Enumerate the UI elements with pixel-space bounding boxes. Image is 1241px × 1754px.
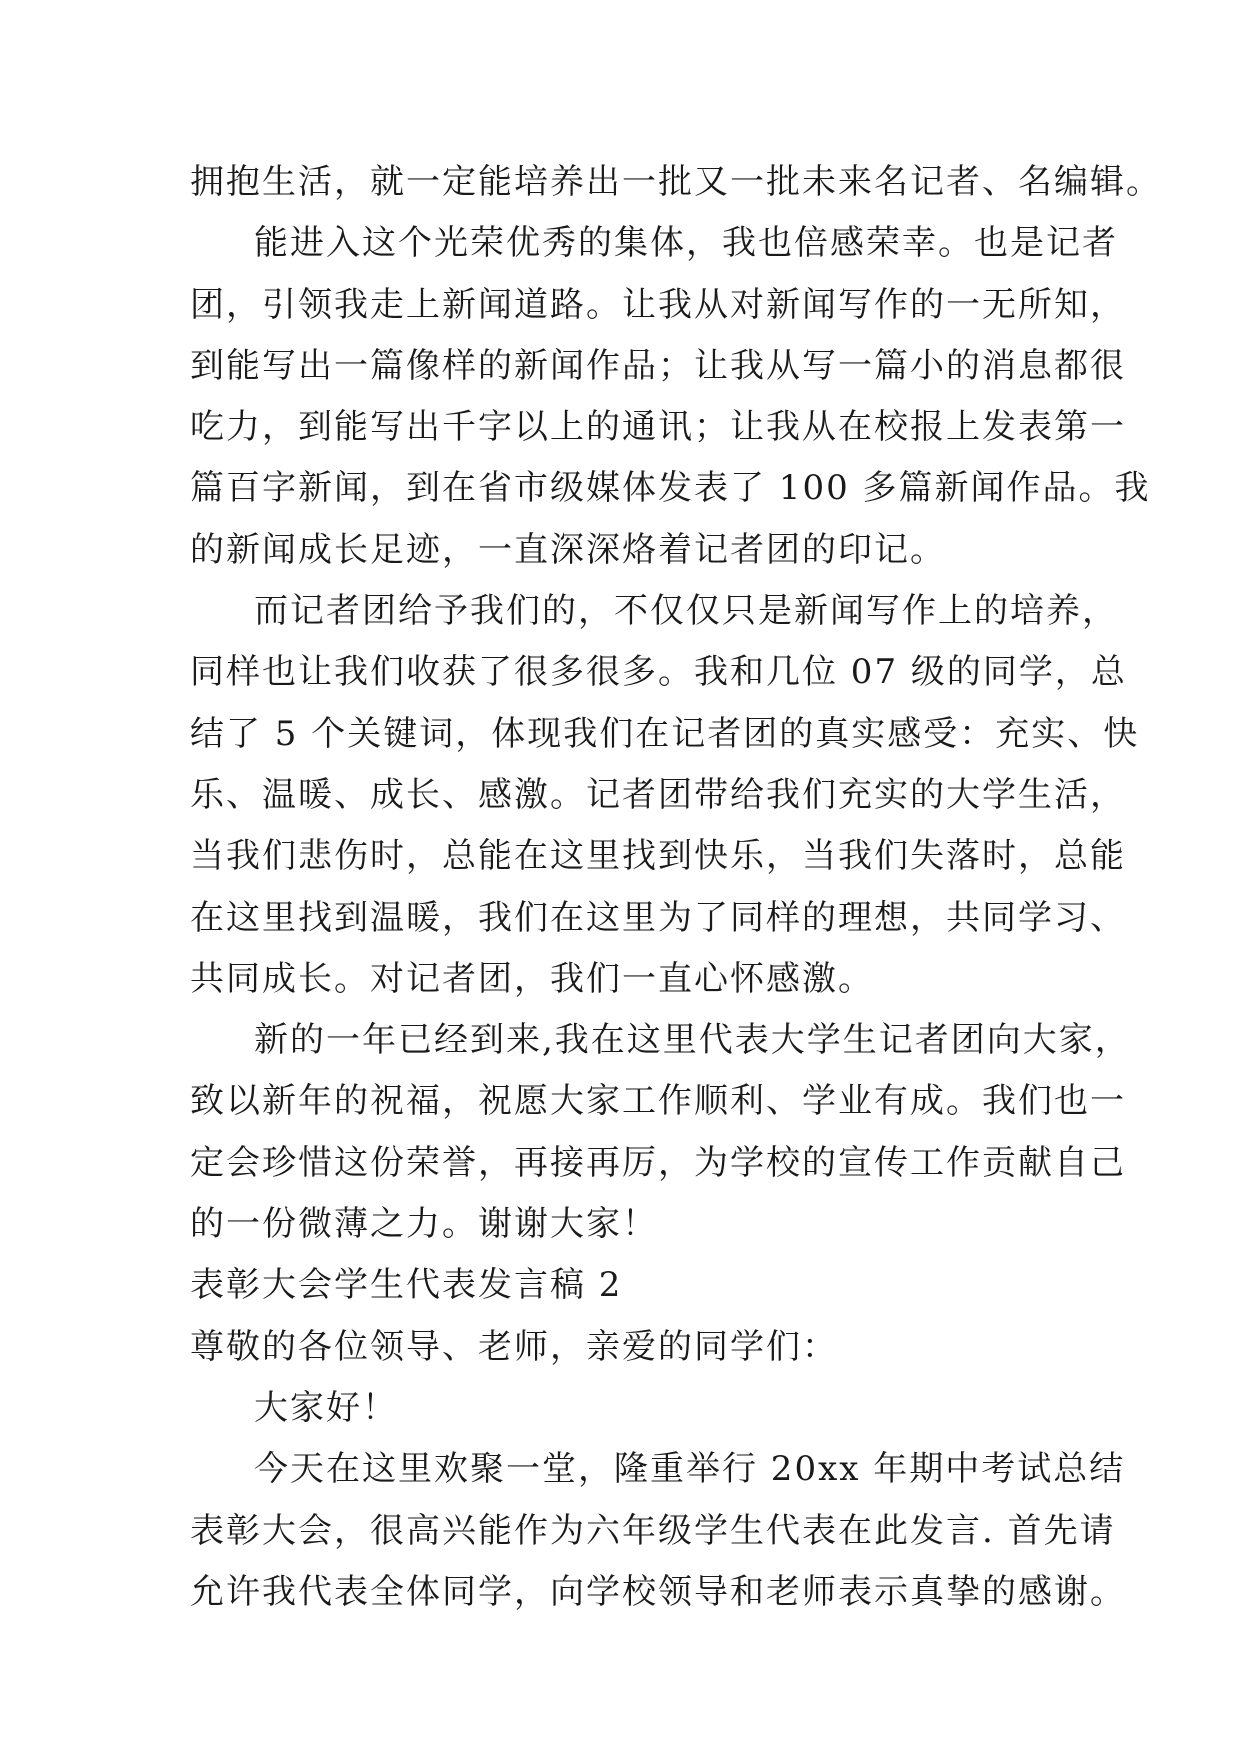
text-line: 新的一年已经到来,我在这里代表大学生记者团向大家，: [254, 1020, 1131, 1061]
text-line: 能进入这个光荣优秀的集体，我也倍感荣幸。也是记者: [254, 223, 1118, 264]
text-line: 大家好！: [254, 1387, 398, 1428]
document-body: [190, 152, 1162, 1623]
text-line: 的一份微薄之力。谢谢大家！: [190, 1204, 658, 1245]
text-line: 而记者团给予我们的，不仅仅只是新闻写作上的培养，: [254, 591, 1118, 632]
text-line: 当我们悲伤时，总能在这里找到快乐，当我们失落时，总能: [190, 836, 1126, 877]
text-line: 篇百字新闻，到在省市级媒体发表了 100 多篇新闻作品。我: [190, 468, 1151, 509]
text-line: 表彰大会，很高兴能作为六年级学生代表在此发言. 首先请: [190, 1510, 1116, 1551]
text-line: 结了 5 个关键词，体现我们在记者团的真实感受：充实、快: [190, 713, 1140, 754]
text-line: 同样也让我们收获了很多很多。我和几位 07 级的同学，总: [190, 652, 1127, 693]
text-line: 的新闻成长足迹，一直深深烙着记者团的印记。: [190, 529, 946, 570]
text-line: 今天在这里欢聚一堂，隆重举行 20xx 年期中考试总结: [254, 1449, 1126, 1490]
text-line: 乐、温暖、成长、感激。记者团带给我们充实的大学生活，: [190, 774, 1126, 815]
text-line: 表彰大会学生代表发言稿 2: [190, 1265, 623, 1306]
text-line: 团，引领我走上新闻道路。让我从对新闻写作的一无所知，: [190, 284, 1126, 325]
text-line: 在这里找到温暖，我们在这里为了同样的理想，共同学习、: [190, 897, 1126, 938]
text-line: 到能写出一篇像样的新闻作品；让我从写一篇小的消息都很: [190, 345, 1126, 386]
text-line: 尊敬的各位领导、老师，亲爱的同学们：: [190, 1326, 838, 1367]
text-line: 允许我代表全体同学，向学校领导和老师表示真挚的感谢。: [190, 1571, 1126, 1612]
text-line: 共同成长。对记者团，我们一直心怀感激。: [190, 958, 874, 999]
text-line: 定会珍惜这份荣誉，再接再厉，为学校的宣传工作贡献自己: [190, 1142, 1126, 1183]
text-line: 拥抱生活，就一定能培养出一批又一批未来名记者、名编辑。: [190, 162, 1162, 202]
text-line: 致以新年的祝福，祝愿大家工作顺利、学业有成。我们也一: [190, 1081, 1126, 1122]
text-line: 吃力，到能写出千字以上的通讯；让我从在校报上发表第一: [190, 407, 1126, 448]
